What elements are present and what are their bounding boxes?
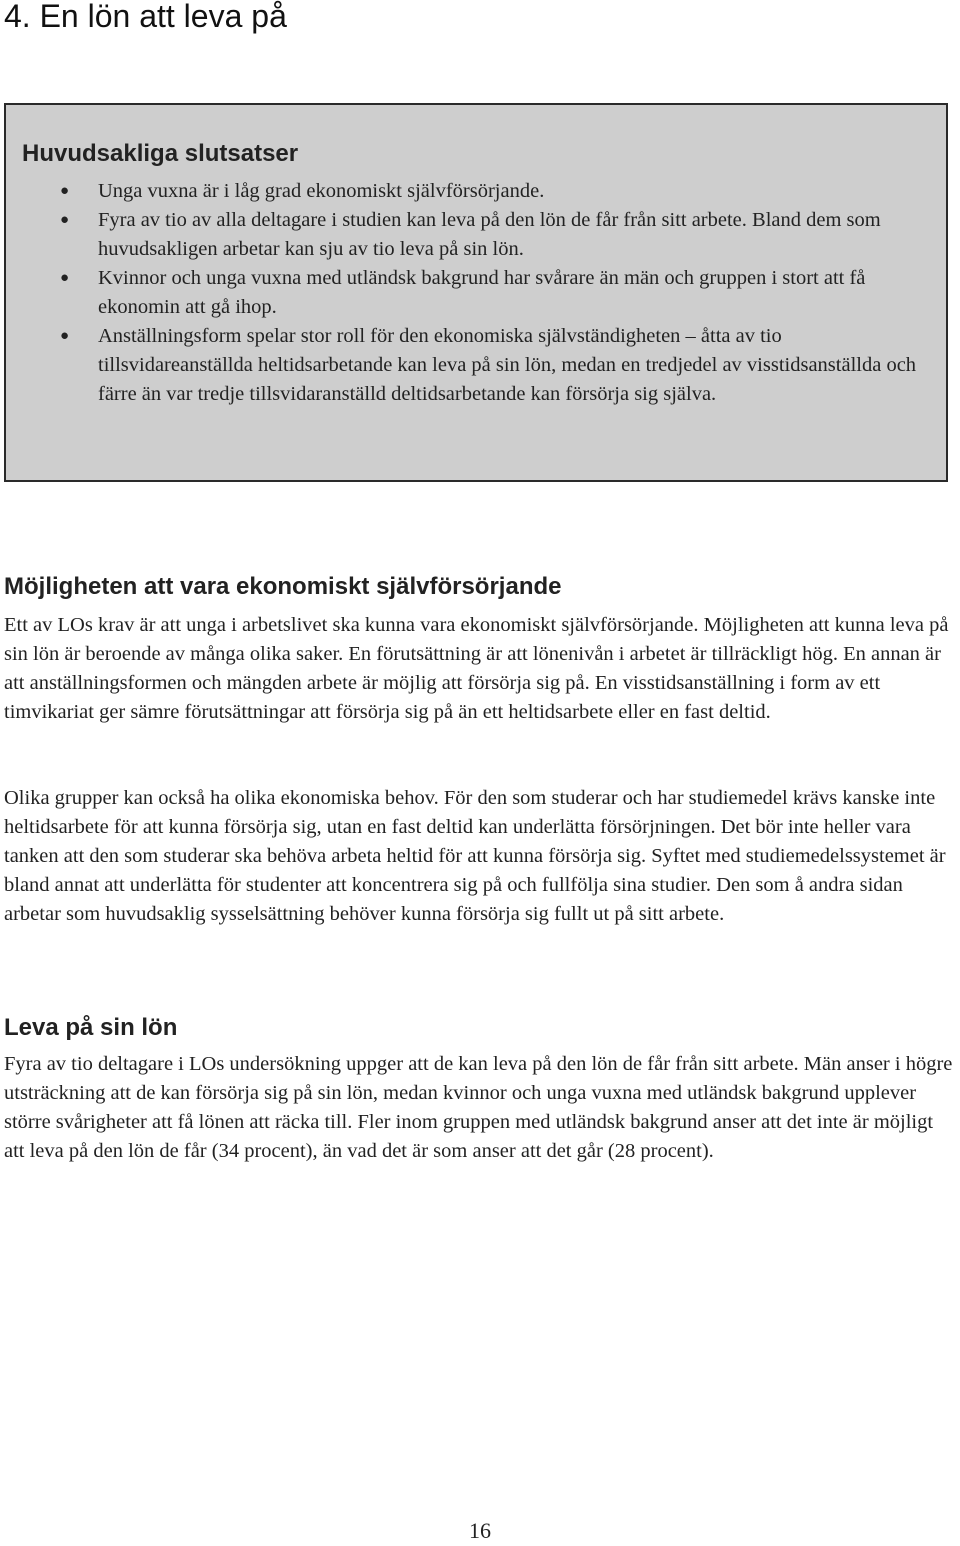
summary-box xyxy=(4,103,948,482)
section-heading-self-sufficiency: Möjligheten att vara ekonomiskt självförsörjande xyxy=(4,573,562,600)
paragraph: Ett av LOs krav är att unga i arbetslivet ska kunna vara ekonomiskt självförsörjande. Möjligheten att kunna leva på sin lön är beroende av många olika saker. En förutsättning är att lönenivån i arbetet är tillräckligt hög. En annan är att anställningsformen och mängden arbete är möjlig att försörja sig på. En visstidsanställning i form av ett timvikariat ger sämre förutsättningar att försörja sig på än ett heltidsarbete eller en fast deltid. xyxy=(4,614,949,723)
bullet-icon: ● xyxy=(60,183,70,199)
bullet-icon: ● xyxy=(60,212,70,228)
summary-item: ● Kvinnor och unga vuxna med utländsk bakgrund har svårare än män och gruppen i stort att få ekonomin att gå ihop. xyxy=(6,264,950,322)
paragraph: Fyra av tio deltagare i LOs undersökning uppger att de kan leva på den lön de får från sitt arbete. Män anser i högre utsträckning att de kan försörja sig på sin lön, medan kvinnor och unga vuxna med utländsk bakgrund upplever större svårigheter att få lönen att räcka till. Fler inom gruppen med utländsk bakgrund anser att det inte är möjligt att leva på den lön de får (34 procent), än vad det är som anser att det går (28 procent). xyxy=(4,1053,953,1162)
summary-item: ● Unga vuxna är i låg grad ekonomiskt självförsörjande. xyxy=(6,177,950,206)
summary-item: ● Fyra av tio av alla deltagare i studien kan leva på den lön de får från sitt arbete. Bland dem som huvudsakligen arbetar kan sju av tio leva på sin lön. xyxy=(6,206,950,264)
chapter-title: 4. En lön att leva på xyxy=(4,0,287,34)
section-heading-live-on-salary: Leva på sin lön xyxy=(4,1014,178,1041)
summary-heading: Huvudsakliga slutsatser xyxy=(22,140,299,167)
bullet-icon: ● xyxy=(60,328,70,344)
summary-item: ● Anställningsform spelar stor roll för den ekonomiska självständigheten – åtta av tio tillsvidareanställda heltidsarbetande kan leva på sin lön, medan en tredjedel av visstidsanställda och färre än var tredje tillsvidaranställd deltidsarbetande kan försörja sig själva. xyxy=(6,322,950,409)
summary-list xyxy=(6,177,950,409)
bullet-icon: ● xyxy=(60,270,70,286)
paragraph: Olika grupper kan också ha olika ekonomiska behov. För den som studerar och har studiemedel krävs kanske inte heltidsarbete för att kunna försörja sig, utan en fast deltid kan underlätta försörjningen. Det bör inte heller vara tanken att den som studerar ska behöva arbeta heltid för att kunna försörja sig. Syftet med studiemedelssystemet är bland annat att underlätta för studenter att koncentrera sig på och fullfölja sina studier. Den som å andra sidan arbetar som huvudsaklig sysselsättning behöver kunna försörja sig fullt ut på sitt arbete. xyxy=(4,787,946,925)
page-number: 16 xyxy=(469,1518,491,1543)
